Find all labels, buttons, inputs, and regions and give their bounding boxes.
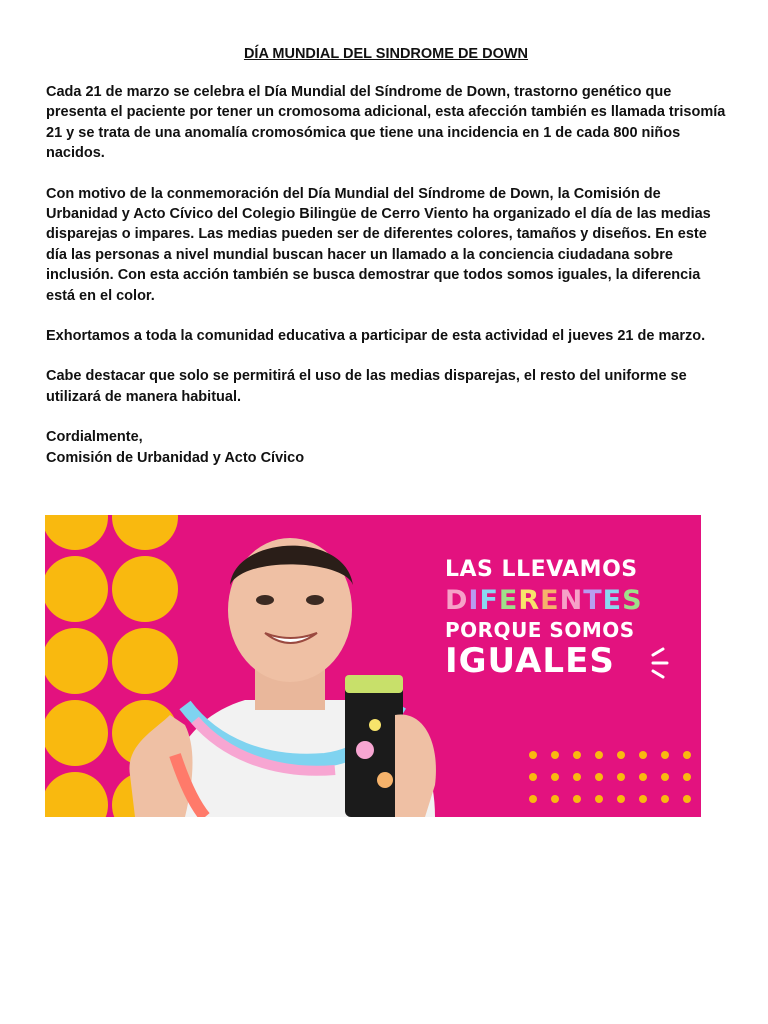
slogan-letter: E bbox=[602, 585, 623, 616]
banner-slogan bbox=[445, 557, 685, 681]
slogan-letter: D bbox=[445, 585, 469, 616]
slogan-letter: E bbox=[540, 585, 560, 616]
slogan-letter: F bbox=[479, 585, 499, 616]
paragraph-3: Exhortamos a toda la comunidad educativa a participar de esta actividad el jueves 21 de marzo. bbox=[46, 328, 706, 345]
slogan-line-3: PORQUE SOMOS bbox=[445, 618, 635, 642]
paragraph-2: Con motivo de la conmemoración del Día Mundial del Síndrome de Down, la Comisión de Urbanidad y Acto Cívico del Colegio Bilingüe de Cerro Viento ha organizado el día de las medias disparejas o impares. Las medias pueden ser de diferentes colores, tamaños y diseños. En este día las personas a nivel mundial buscan hacer un llamado a la conciencia ciudadana sobre inclusión. Con esta acción también se busca demostrar que todos somos iguales, la diferencia está en el color. bbox=[46, 185, 711, 304]
slogan-letter: T bbox=[583, 585, 603, 616]
slogan-line-2 bbox=[445, 587, 685, 614]
paragraph-4: Cabe destacar que solo se permitirá el uso de las medias disparejas, el resto del uniforme se utilizará de manera habitual. bbox=[46, 368, 687, 405]
document-title: DÍA MUNDIAL DEL SINDROME DE DOWN bbox=[243, 46, 529, 62]
slogan-letter: S bbox=[622, 585, 643, 616]
document-page bbox=[46, 44, 726, 468]
slogan-letter: I bbox=[468, 585, 480, 616]
slogan-line-4: IGUALES bbox=[445, 641, 615, 681]
decorative-dots bbox=[529, 751, 691, 803]
signature: Comisión de Urbanidad y Acto Cívico bbox=[46, 449, 305, 466]
slogan-letter: R bbox=[518, 585, 541, 616]
paragraph-1: Cada 21 de marzo se celebra el Día Mundial del Síndrome de Down, trastorno genético que presenta el paciente por tener un cromosoma adicional, esta afección también es llamada trisomía 21 y se trata de una anomalía cromosómica que tiene una incidencia en 1 de cada 800 niños nacidos. bbox=[46, 84, 726, 162]
closing-greeting: Cordialmente, bbox=[46, 429, 143, 446]
slogan-letter: N bbox=[559, 585, 584, 616]
campaign-banner bbox=[45, 515, 701, 817]
slogan-line-1: LAS LLEVAMOS bbox=[445, 557, 638, 582]
slogan-letter: E bbox=[498, 585, 519, 616]
